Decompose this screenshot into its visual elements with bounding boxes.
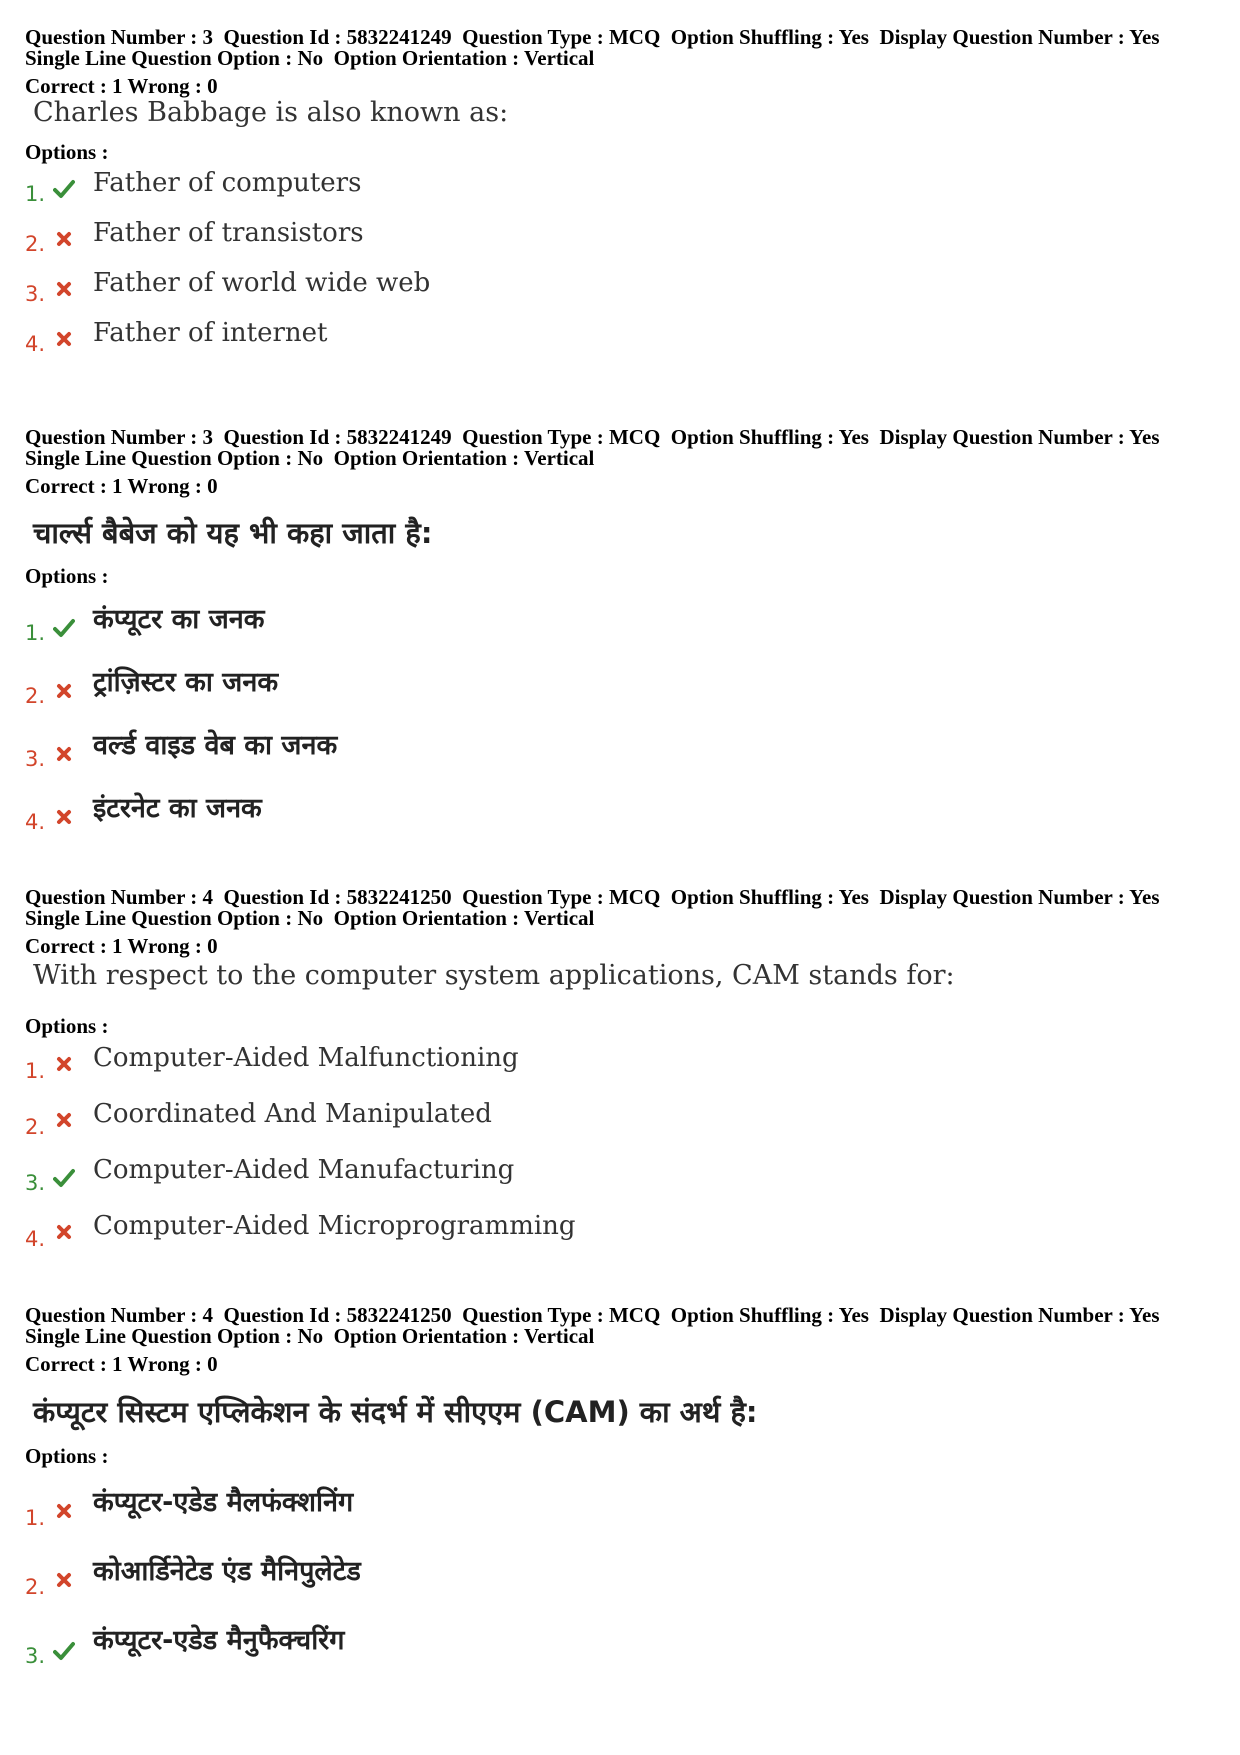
question-meta — [25, 27, 1225, 69]
question-meta-line-1: Question Number : 3 Question Id : 5832241249 Question Type : MCQ Option Shuffling : Yes Display Question Number : Yes — [25, 425, 1160, 449]
options-label: Options : — [25, 1014, 109, 1038]
option-text: Father of transistors — [93, 218, 364, 248]
question-block — [25, 1303, 1225, 1668]
cross-icon — [53, 1500, 75, 1522]
option-item — [25, 662, 825, 708]
check-icon — [53, 178, 75, 200]
option-item — [25, 1482, 825, 1530]
option-item — [25, 599, 825, 645]
option-item — [25, 788, 825, 834]
option-text: Father of computers — [93, 168, 362, 198]
option-text: कंप्यूटर-एडेड मैनुफैक्चरिंग — [93, 1625, 345, 1656]
option-text: ट्रांज़िस्टर का जनक — [93, 667, 279, 698]
question-meta-line-2: Single Line Question Option : No Option Orientation : Vertical — [25, 46, 595, 70]
score-line: Correct : 1 Wrong : 0 — [25, 74, 218, 98]
option-number: 4. — [25, 810, 46, 834]
option-text: Computer-Aided Malfunctioning — [93, 1043, 519, 1073]
option-number: 2. — [25, 1115, 46, 1139]
question-meta-line-1: Question Number : 4 Question Id : 5832241250 Question Type : MCQ Option Shuffling : Yes Display Question Number : Yes — [25, 1303, 1160, 1327]
question-block — [25, 425, 1225, 834]
question-text: कंप्यूटर सिस्टम एप्लिकेशन के संदर्भ में सीएएम (CAM) का अर्थ है: — [33, 1395, 758, 1429]
question-meta-line-1: Question Number : 4 Question Id : 5832241250 Question Type : MCQ Option Shuffling : Yes Display Question Number : Yes — [25, 885, 1160, 909]
option-item — [25, 270, 825, 310]
option-item — [25, 1213, 825, 1253]
option-item — [25, 220, 825, 260]
option-text: Father of world wide web — [93, 268, 431, 298]
question-block — [25, 25, 1225, 356]
cross-icon — [53, 278, 75, 300]
question-meta — [25, 1305, 1225, 1347]
option-number: 3. — [25, 1171, 46, 1195]
option-text: Coordinated And Manipulated — [93, 1099, 492, 1129]
score-line: Correct : 1 Wrong : 0 — [25, 474, 218, 498]
cross-icon — [53, 1221, 75, 1243]
option-text: कोआर्डिनेटेड एंड मैनिपुलेटेड — [93, 1556, 361, 1587]
question-meta-line-2: Single Line Question Option : No Option Orientation : Vertical — [25, 906, 595, 930]
option-number: 3. — [25, 747, 46, 771]
options-label: Options : — [25, 140, 109, 164]
cross-icon — [53, 680, 75, 702]
option-number: 4. — [25, 1227, 46, 1251]
option-number: 1. — [25, 621, 46, 645]
options-label: Options : — [25, 1444, 109, 1468]
option-number: 3. — [25, 282, 46, 306]
option-number: 4. — [25, 332, 46, 356]
option-number: 3. — [25, 1644, 46, 1668]
option-number: 1. — [25, 1506, 46, 1530]
cross-icon — [53, 743, 75, 765]
question-text: Charles Babbage is also known as: — [33, 97, 509, 128]
option-item — [25, 1157, 825, 1197]
option-item — [25, 725, 825, 771]
cross-icon — [53, 1569, 75, 1591]
check-icon — [53, 617, 75, 639]
option-text: Father of internet — [93, 318, 328, 348]
option-text: वर्ल्ड वाइड वेब का जनक — [93, 730, 338, 761]
options-label: Options : — [25, 564, 109, 588]
option-item — [25, 1045, 825, 1085]
question-text: With respect to the computer system applications, CAM stands for: — [33, 960, 955, 991]
cross-icon — [53, 328, 75, 350]
question-meta-line-2: Single Line Question Option : No Option Orientation : Vertical — [25, 1324, 595, 1348]
check-icon — [53, 1167, 75, 1189]
question-meta-line-1: Question Number : 3 Question Id : 5832241249 Question Type : MCQ Option Shuffling : Yes Display Question Number : Yes — [25, 25, 1160, 49]
question-meta — [25, 427, 1225, 469]
option-text: Computer-Aided Microprogramming — [93, 1211, 576, 1241]
question-meta-line-2: Single Line Question Option : No Option Orientation : Vertical — [25, 446, 595, 470]
option-text: Computer-Aided Manufacturing — [93, 1155, 515, 1185]
option-text: कंप्यूटर का जनक — [93, 604, 265, 635]
option-item — [25, 1551, 825, 1599]
cross-icon — [53, 1053, 75, 1075]
question-block — [25, 885, 1225, 1251]
option-number: 1. — [25, 1059, 46, 1083]
option-number: 2. — [25, 232, 46, 256]
check-icon — [53, 1640, 75, 1662]
option-text: कंप्यूटर-एडेड मैलफंक्शनिंग — [93, 1487, 354, 1518]
option-item — [25, 1101, 825, 1141]
question-meta — [25, 887, 1225, 929]
option-number: 2. — [25, 1575, 46, 1599]
cross-icon — [53, 1109, 75, 1131]
option-item — [25, 1620, 825, 1668]
cross-icon — [53, 228, 75, 250]
question-text: चार्ल्स बैबेज को यह भी कहा जाता है: — [33, 516, 433, 550]
option-text: इंटरनेट का जनक — [93, 793, 262, 824]
option-number: 2. — [25, 684, 46, 708]
cross-icon — [53, 806, 75, 828]
score-line: Correct : 1 Wrong : 0 — [25, 934, 218, 958]
score-line: Correct : 1 Wrong : 0 — [25, 1352, 218, 1376]
option-number: 1. — [25, 182, 46, 206]
option-item — [25, 320, 825, 360]
option-item — [25, 170, 825, 210]
